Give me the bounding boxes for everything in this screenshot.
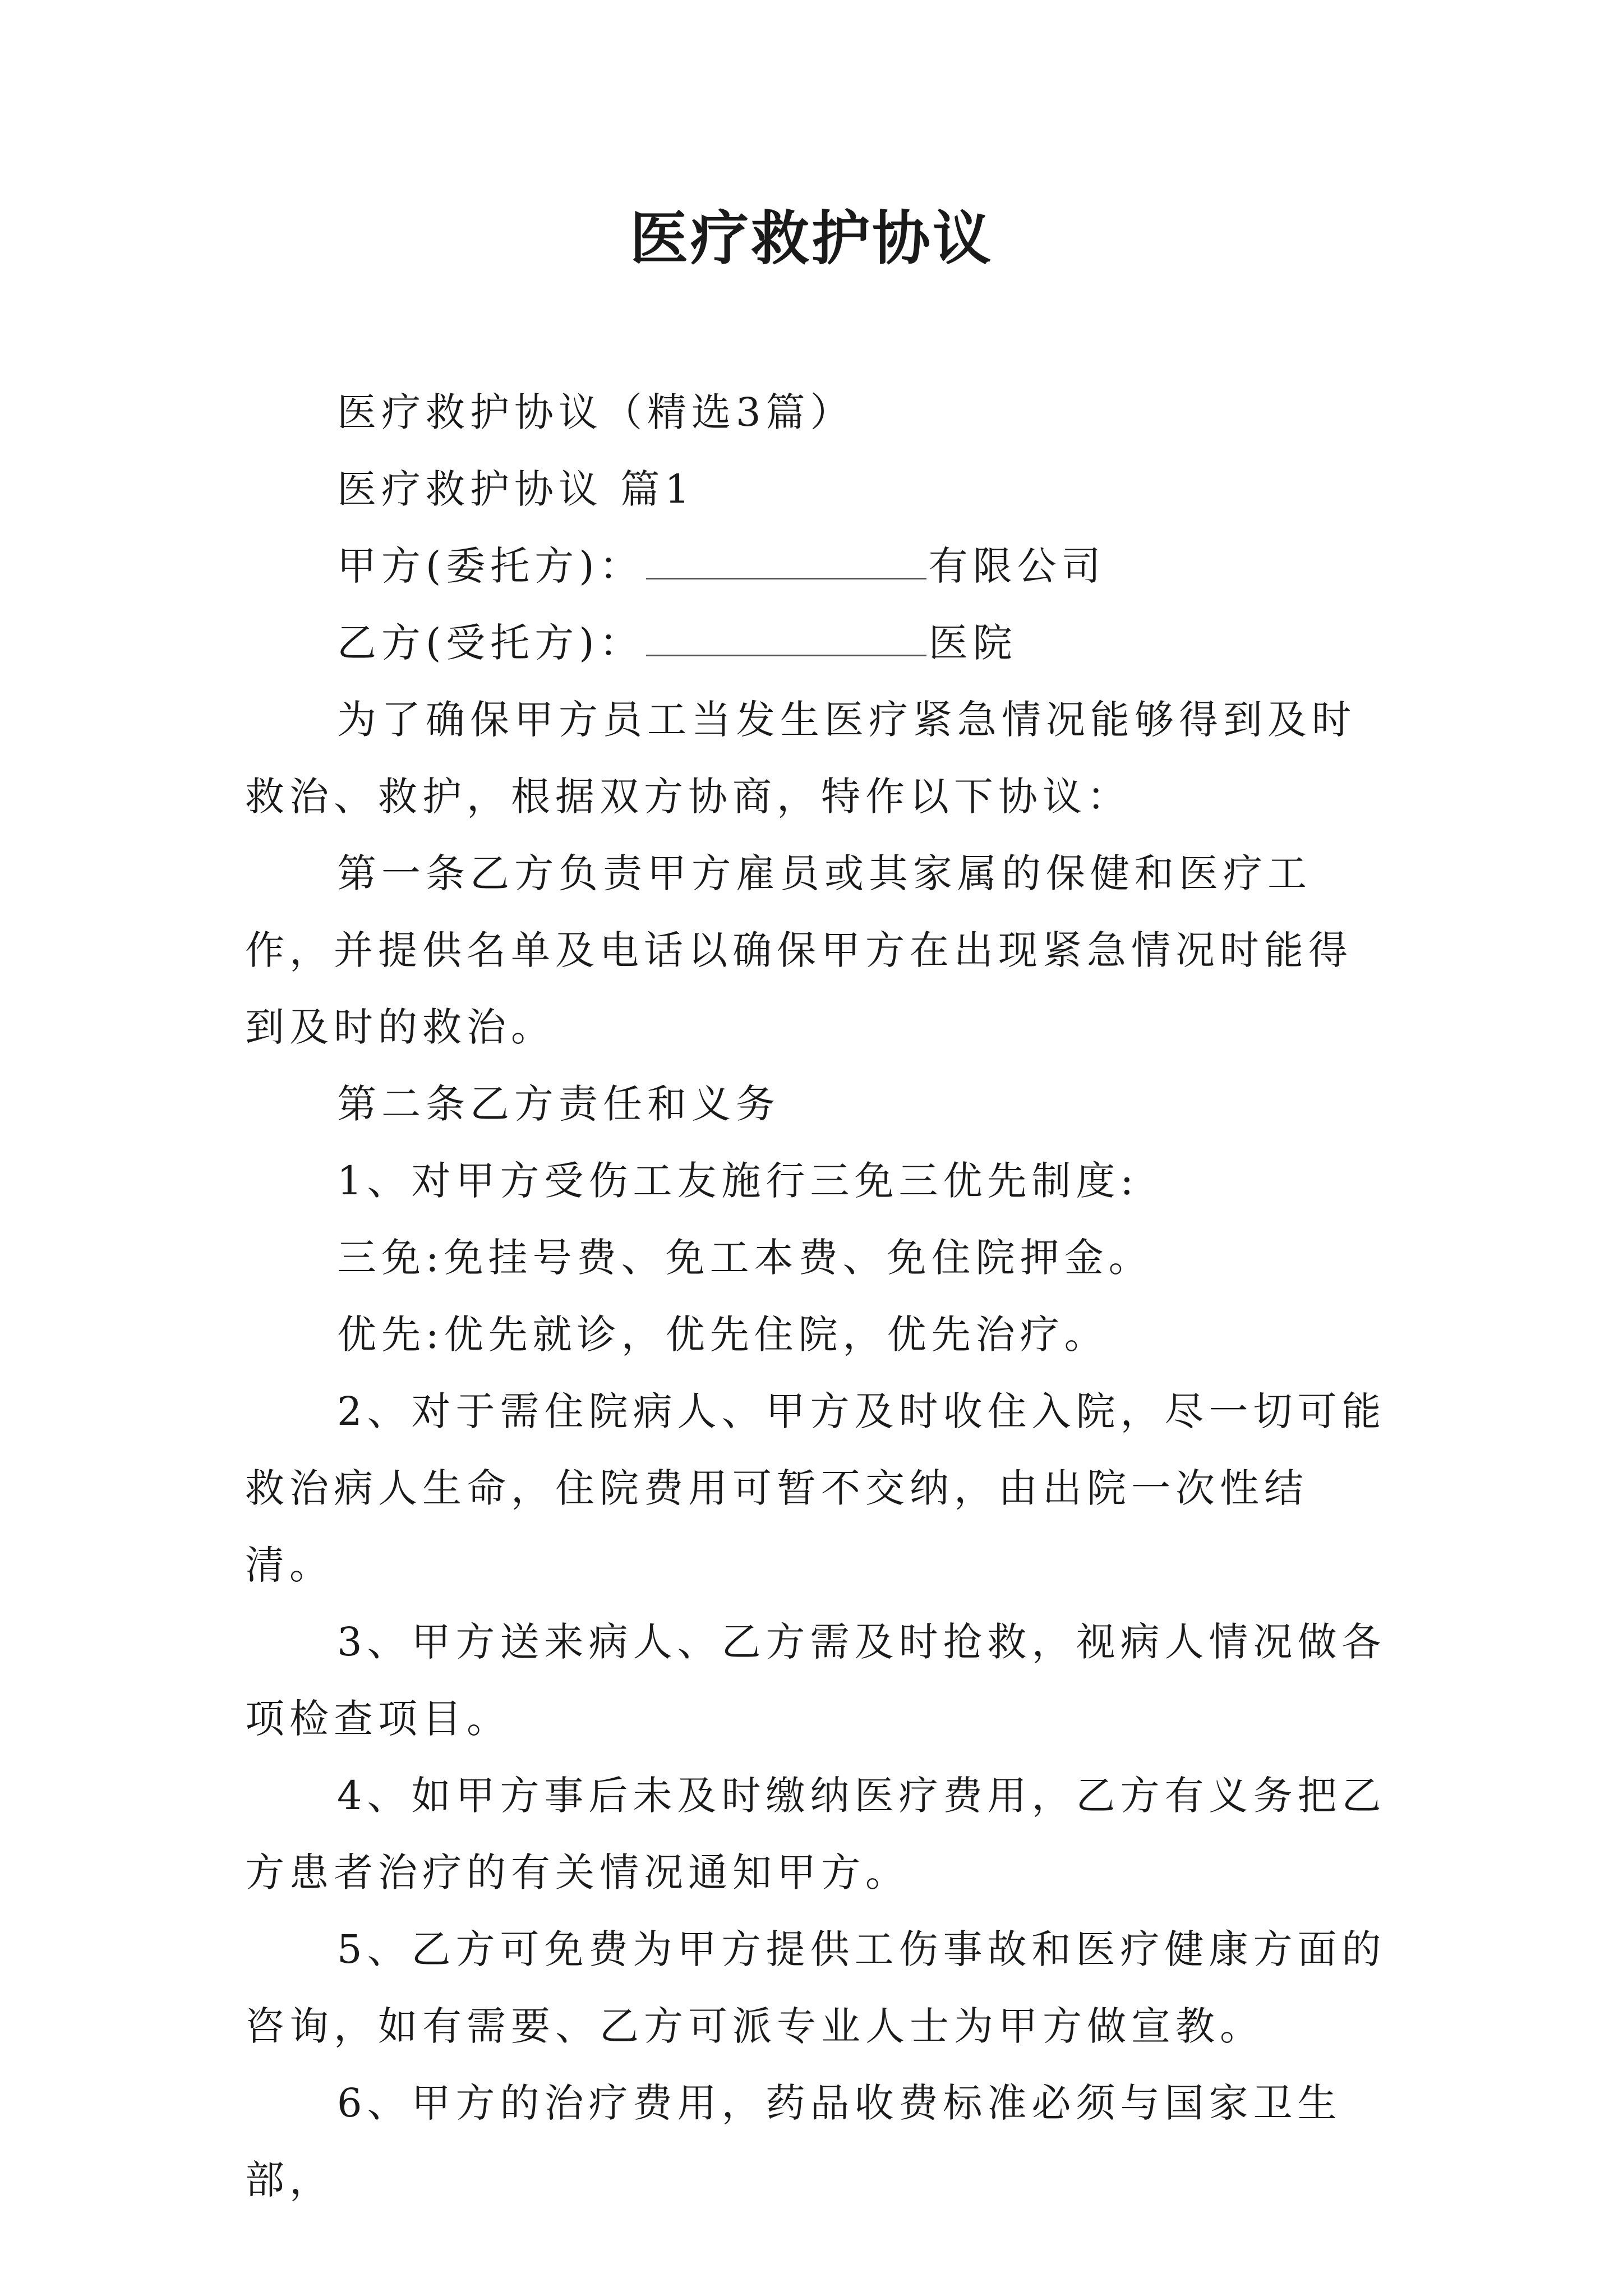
party-a-suffix: 有限公司 <box>928 543 1106 589</box>
paragraph: 6、甲方的治疗费用，药品收费标准必须与国家卫生部， <box>245 2080 1342 2203</box>
paragraph: 优先:优先就诊，优先住院，优先治疗。 <box>337 1312 1109 1358</box>
paragraph: 2、对于需住院病人、甲方及时收住入院，尽一切可能救治病人生命，住院费用可暂不交纳，由出院一次性结清。 <box>245 1388 1386 1588</box>
paragraph: 4、如甲方事后未及时缴纳医疗费用，乙方有义务把乙方患者治疗的有关情况通知甲方。 <box>245 1773 1386 1895</box>
paragraph: 第二条乙方责任和义务 <box>337 1081 780 1127</box>
party-b-blank <box>646 621 926 656</box>
document-title: 医疗救护协议 <box>629 204 993 273</box>
paragraph: 第一条乙方负责甲方雇员或其家属的保健和医疗工作，并提供名单及电话以确保甲方在出现紧急情况时能得到及时的救治。 <box>245 850 1353 1050</box>
party-a-line <box>245 528 1389 605</box>
party-b-suffix: 医院 <box>928 620 1017 666</box>
paragraph: 1、对甲方受伤工友施行三免三优先制度: <box>337 1158 1139 1204</box>
paragraph: 三免:免挂号费、免工本费、免住院押金。 <box>337 1235 1153 1281</box>
party-b-line <box>245 605 1389 682</box>
section-heading: 医疗救护协议 篇1 <box>337 466 695 512</box>
party-b-label: 乙方(受托方)： <box>337 620 644 666</box>
party-a-label: 甲方(委托方)： <box>337 543 644 589</box>
party-a-blank <box>646 544 926 579</box>
paragraph: 为了确保甲方员工当发生医疗紧急情况能够得到及时救治、救护，根据双方协商，特作以下协议： <box>245 697 1356 820</box>
document-body <box>245 374 1389 2219</box>
paragraph: 3、甲方送来病人、乙方需及时抢救，视病人情况做各项检查项目。 <box>245 1619 1386 1742</box>
document-subtitle: 医疗救护协议（精选3篇） <box>337 389 855 435</box>
paragraph: 5、乙方可免费为甲方提供工伤事故和医疗健康方面的咨询，如有需要、乙方可派专业人士为甲方做宣教。 <box>245 1926 1386 2049</box>
